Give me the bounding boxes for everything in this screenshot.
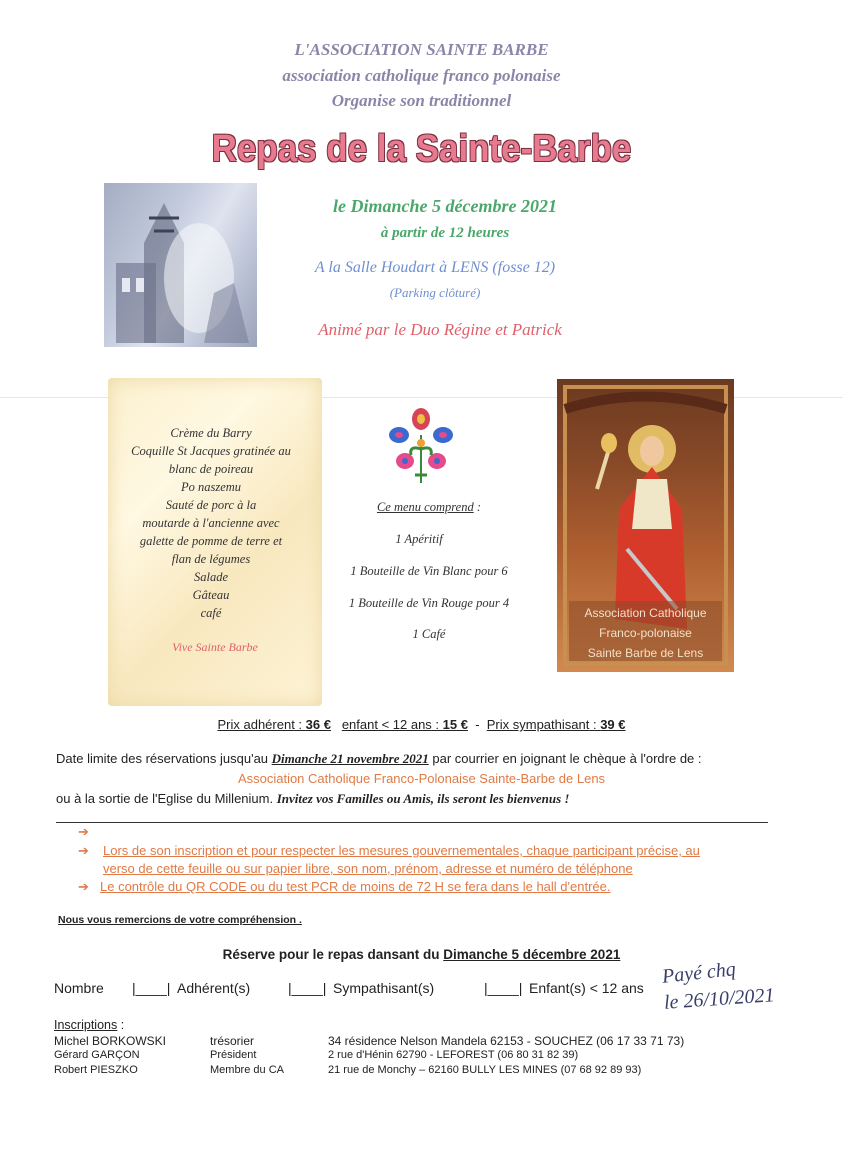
event-parking: (Parking clôturé)	[389, 285, 481, 300]
price-sympathisant-value: 39 €	[600, 717, 626, 732]
saint-caption-line: Association Catholique	[584, 606, 707, 620]
prices-line: Prix adhérent : 36 € enfant < 12 ans : 15 € - Prix sympathisant : 39 €	[217, 717, 626, 732]
notice-1-line-2: verso de cette feuille ou sur papier libre, son nom, prénom, adresse et numéro de téléphone	[103, 861, 633, 876]
includes-item: 1 Bouteille de Vin Rouge pour 4	[348, 596, 510, 610]
contact-address: 21 rue de Monchy – 62160 BULLY LES MINES (07 68 92 89 93)	[328, 1064, 642, 1076]
menu-item: galette de pomme de terre et	[139, 534, 283, 548]
price-sympathisant-label: Prix sympathisant	[486, 717, 590, 732]
thanks-note: Nous vous remercions de votre compréhension .	[58, 914, 302, 926]
arrow-icon: ➔	[78, 824, 89, 839]
contact-role: trésorier	[210, 1034, 255, 1048]
includes-item: 1 Apéritif	[395, 532, 443, 546]
saint-image-caption	[557, 603, 734, 663]
event-place: A la Salle Houdart à LENS (fosse 12)	[314, 259, 556, 276]
sympathisant-count-field[interactable]: |____|	[288, 980, 327, 996]
contact-address: 2 rue d'Hénin 62790 - LEFOREST (06 80 31 82 39)	[328, 1049, 579, 1061]
menu-item: blanc de poireau	[168, 462, 254, 476]
association-name: L'ASSOCIATION SAINTE BARBE	[294, 40, 549, 59]
contacts-heading-text: Inscriptions	[54, 1018, 118, 1032]
reservation-deadline-date: Dimanche 21 novembre 2021	[271, 751, 429, 766]
menu-item: Coquille St Jacques gratinée au	[131, 444, 291, 458]
menu-closing: Vive Sainte Barbe	[172, 640, 258, 654]
page-title: Repas de la Sainte-Barbe	[211, 128, 632, 170]
contact-name: Gérard GARÇON	[54, 1049, 140, 1061]
adherent-count-field[interactable]: |____|	[132, 980, 171, 996]
form-title-text: Réserve pour le repas dansant du	[222, 947, 440, 962]
menu-item: café	[200, 606, 222, 620]
handwritten-paid-note: Payé chq	[661, 958, 737, 988]
mine-headframe-image	[104, 183, 257, 347]
menu-item: Salade	[193, 570, 229, 584]
notice-2: Le contrôle du QR CODE ou du test PCR de moins de 72 H se fera dans le hall d'entrée.	[100, 879, 611, 894]
payee-name: Association Catholique Franco-Polonaise Sainte-Barbe de Lens	[237, 771, 606, 786]
reservation-deadline-label: Date limite des réservations jusqu'au	[56, 751, 269, 766]
arrow-icon: ➔	[78, 843, 89, 858]
includes-item: 1 Bouteille de Vin Blanc pour 6	[350, 564, 508, 578]
saint-caption-line: Sainte Barbe de Lens	[587, 646, 704, 660]
includes-title-colon: :	[473, 500, 482, 514]
menu-item: flan de légumes	[171, 552, 251, 566]
includes-block	[324, 500, 534, 515]
menu-item: Po naszemu	[180, 480, 242, 494]
contact-role: Président	[210, 1049, 257, 1061]
contact-role: Membre du CA	[210, 1064, 284, 1076]
price-adherent-label: Prix adhérent	[217, 717, 295, 732]
notice-1-line-1: Lors de son inscription et pour respecter les mesures gouvernementales, chaque participant précise, au	[103, 843, 700, 858]
price-enfant-value: 15 €	[442, 717, 468, 732]
menu-item: Gâteau	[192, 588, 230, 602]
reservation-invite: Invitez vos Familles ou Amis, ils seront les bienvenus !	[276, 791, 570, 806]
saint-caption-line: Franco-polonaise	[599, 626, 692, 640]
arrow-icon: ➔	[78, 879, 89, 894]
saint-barbe-image	[557, 379, 734, 672]
includes-title-text: Ce menu comprend	[376, 500, 474, 514]
event-entertainment: Animé par le Duo Régine et Patrick	[318, 320, 562, 339]
form-nombre-label: Nombre	[54, 980, 104, 996]
contacts-heading-colon: :	[117, 1018, 125, 1032]
event-date: le Dimanche 5 décembre 2021	[333, 196, 557, 216]
menu-item: Sauté de porc à la	[165, 498, 257, 512]
separator-line	[56, 822, 768, 823]
contacts-heading	[54, 1018, 124, 1032]
reservation-line-3	[56, 791, 826, 807]
association-subtitle: association catholique franco polonaise	[282, 66, 561, 85]
menu-item: moutarde à l'ancienne avec	[142, 516, 280, 530]
contact-name: Michel BORKOWSKI	[54, 1034, 167, 1048]
event-time: à partir de 12 heures	[380, 225, 510, 241]
enfant-label: Enfant(s) < 12 ans	[529, 980, 644, 996]
adherent-label: Adhérent(s)	[177, 980, 251, 996]
form-title-date: Dimanche 5 décembre 2021	[443, 947, 621, 962]
reservation-method: par courrier en joignant le chèque à l'ordre de :	[432, 751, 702, 766]
includes-title	[324, 500, 534, 515]
sympathisant-label: Sympathisant(s)	[333, 980, 435, 996]
reservation-church: ou à la sortie de l'Eglise du Millenium.	[56, 791, 274, 806]
handwritten-date-note: le 26/10/2021	[663, 984, 776, 1014]
organise-line: Organise son traditionnel	[331, 91, 512, 110]
headframe-icon	[104, 183, 257, 347]
contact-address: 34 résidence Nelson Mandela 62153 - SOUCHEZ (06 17 33 71 73)	[328, 1034, 685, 1048]
price-enfant-label: enfant < 12 ans	[341, 717, 432, 732]
includes-item: 1 Café	[412, 627, 446, 641]
menu-list	[104, 426, 318, 624]
price-adherent-value: 36 €	[305, 717, 331, 732]
folk-flower-icon	[385, 405, 457, 490]
contact-name: Robert PIESZKO	[54, 1064, 138, 1076]
menu-item: Crème du Barry	[170, 426, 252, 440]
reservation-line-1	[56, 751, 826, 767]
enfant-count-field[interactable]: |____|	[484, 980, 523, 996]
